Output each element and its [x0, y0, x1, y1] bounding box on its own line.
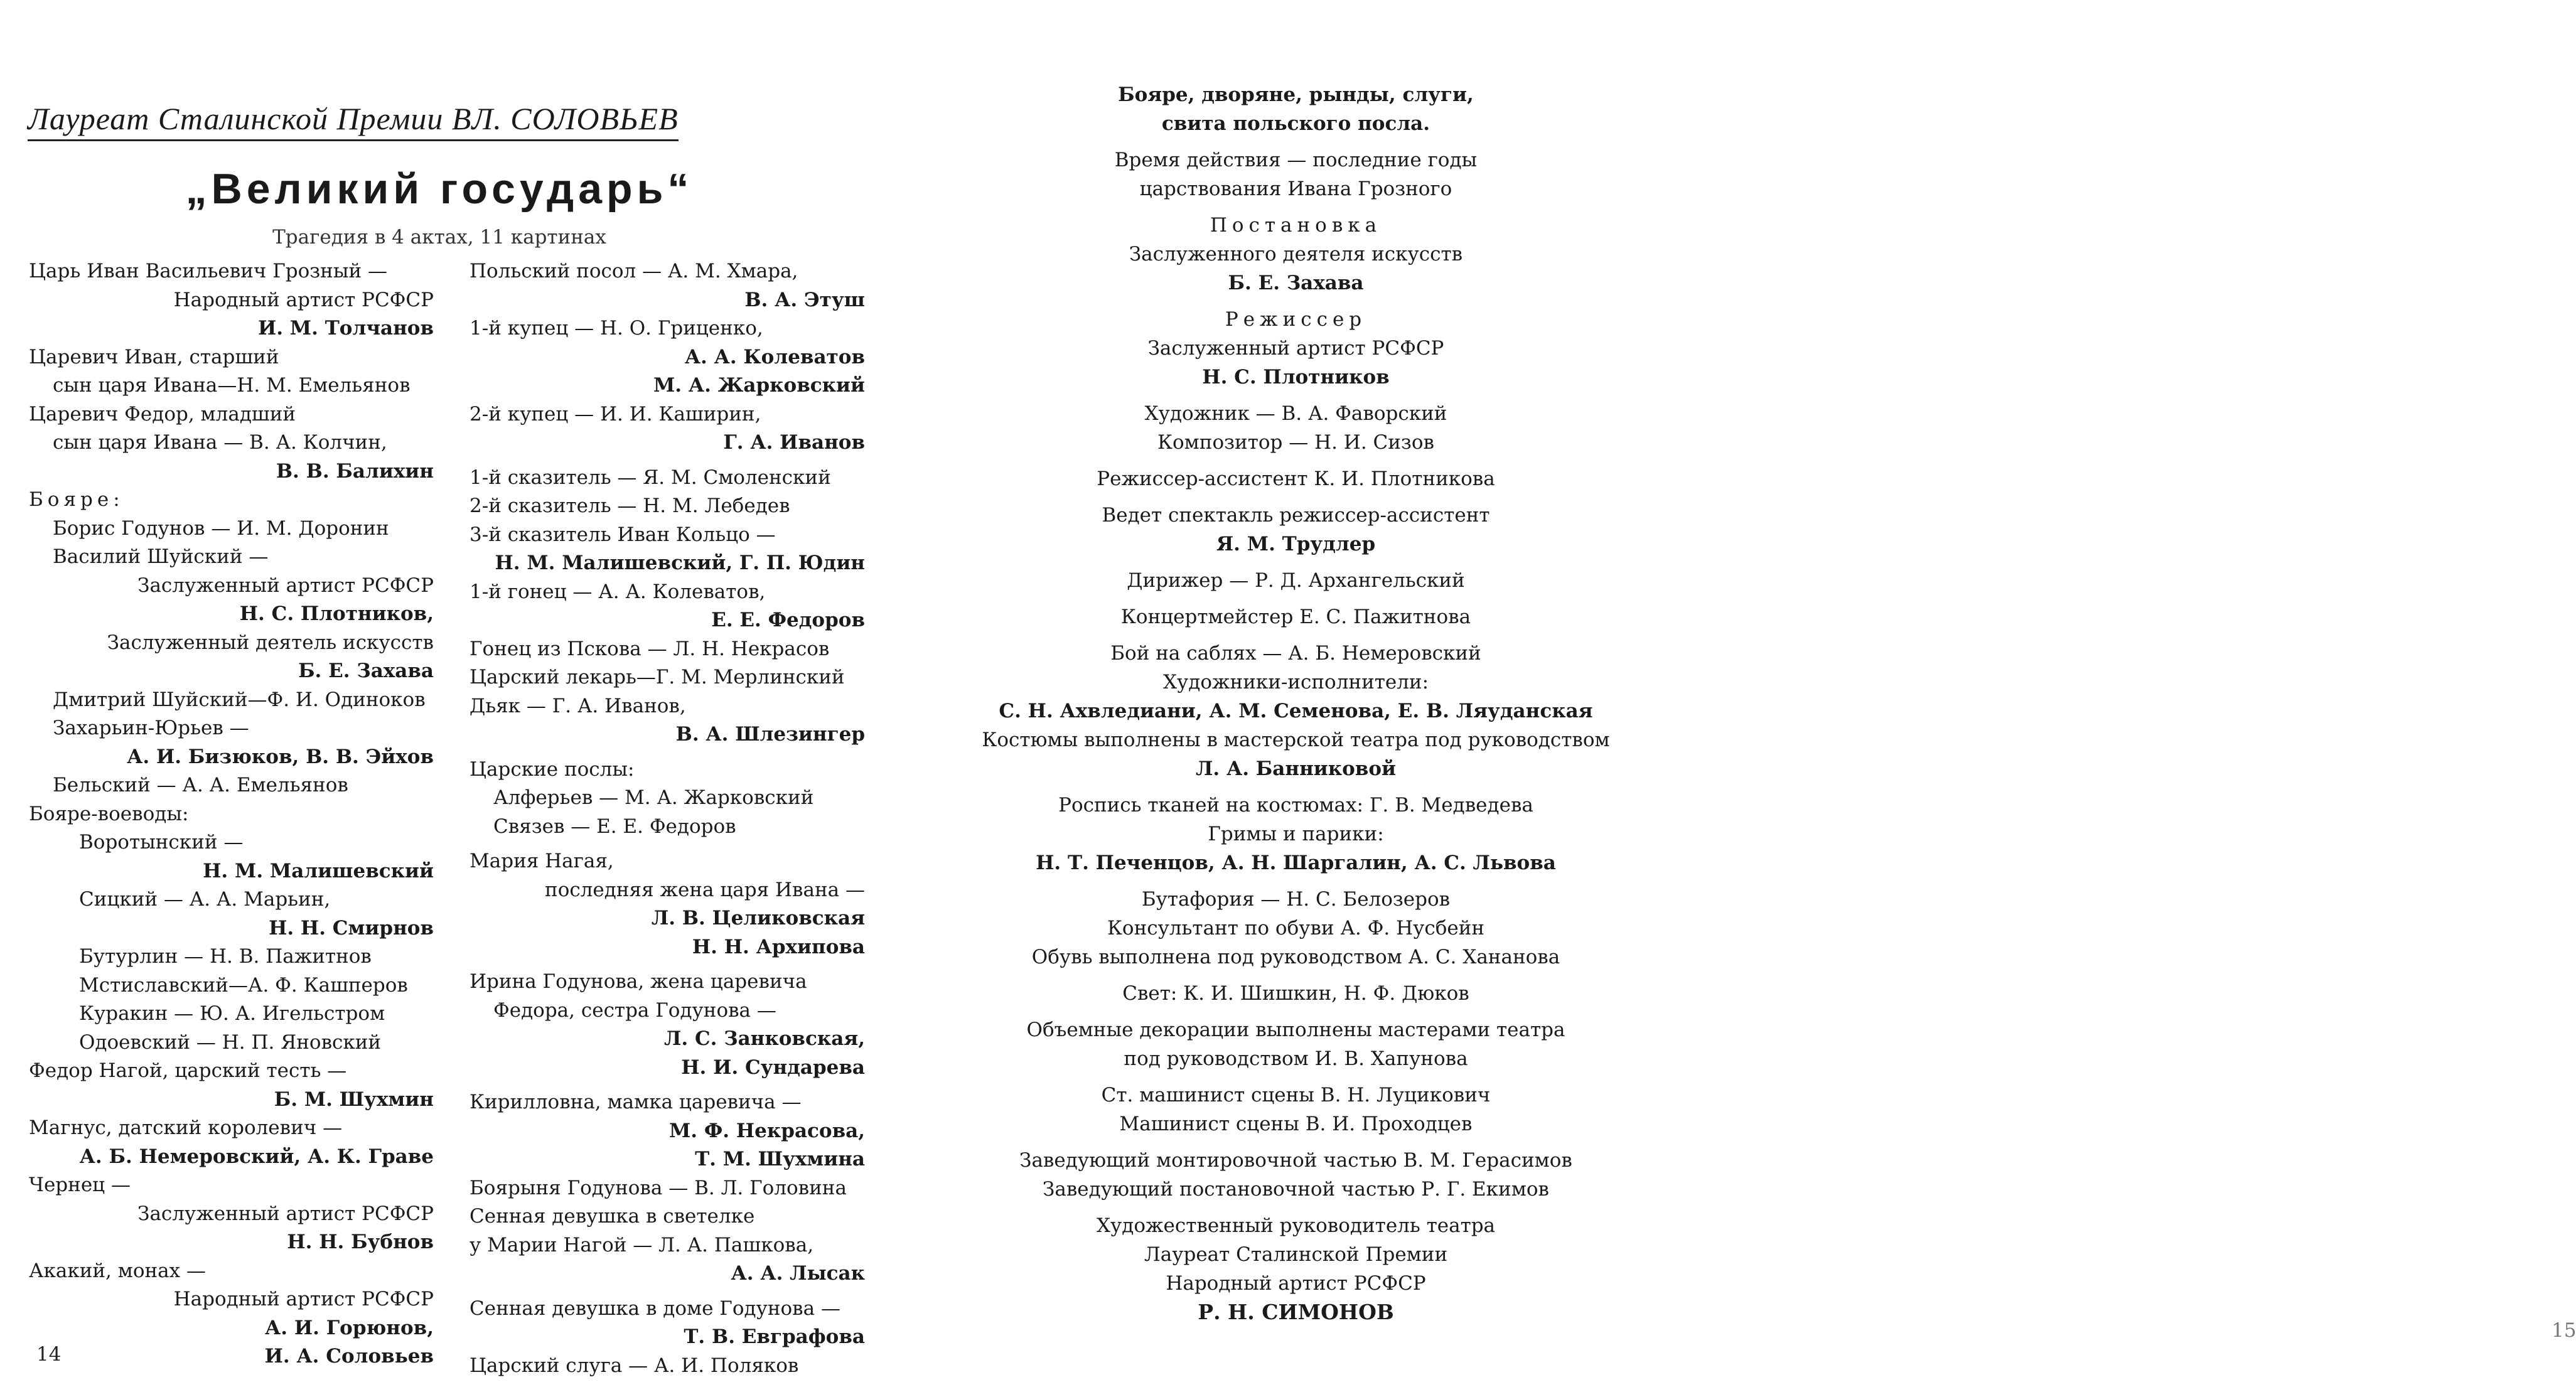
play-subtitle: Трагедия в 4 актах, 11 картинах — [272, 226, 606, 249]
cast-line: Бояре-воеводы: — [29, 802, 189, 825]
credit-line: Композитор — Н. И. Сизов — [1157, 431, 1434, 454]
credit-line: Заслуженного деятеля искусств — [1129, 243, 1463, 265]
cast-line: Л. В. Целиковская — [651, 907, 865, 929]
cast-line: Б. Е. Захава — [298, 660, 434, 682]
credit-line: свита польского посла. — [1161, 112, 1430, 135]
cast-line: Заслуженный артист РСФСР — [137, 1202, 434, 1225]
cast-line: И. А. Соловьев — [264, 1345, 434, 1368]
cast-line: Заслуженный деятель искусств — [107, 631, 434, 654]
cast-line: Мария Нагая, — [470, 850, 614, 872]
credit-line: Обувь выполнена под руководством А. С. Хананова — [1031, 946, 1560, 968]
credit-line: Заслуженный артист РСФСР — [1147, 337, 1444, 360]
cast-line: Акакий, монах — — [29, 1259, 206, 1282]
credit-line: Художники-исполнители: — [1162, 671, 1429, 693]
cast-line: Магнус, датский королевич — — [29, 1116, 343, 1139]
credit-line: Роспись тканей на костюмах: Г. В. Медведева — [1058, 794, 1533, 816]
cast-line: Дмитрий Шуйский—Ф. И. Одиноков — [53, 688, 426, 711]
cast-line: последняя жена царя Ивана — — [545, 878, 865, 901]
cast-line: А. И. Горюнов, — [265, 1316, 434, 1339]
cast-line: Н. М. Малишевский, Г. П. Юдин — [495, 552, 865, 574]
cast-line: 1-й купец — Н. О. Гриценко, — [470, 317, 763, 340]
page-number-left: 14 — [36, 1343, 62, 1366]
page-number-right: 15 — [2552, 1319, 2576, 1342]
credit-line: Бояре, дворяне, рынды, слуги, — [1118, 83, 1474, 106]
credit-line: царствования Ивана Грозного — [1139, 178, 1452, 200]
cast-line: Захарьин-Юрьев — — [53, 717, 249, 739]
cast-line: Н. Н. Бубнов — [287, 1231, 434, 1253]
cast-line: Царевич Иван, старший — [29, 345, 279, 368]
cast-line: Федор Нагой, царский тесть — — [29, 1059, 347, 1082]
credit-line: Объемные декорации выполнены мастерами театра — [1026, 1019, 1565, 1041]
credit-line: Бутафория — Н. С. Белозеров — [1141, 888, 1451, 911]
cast-line: Бутурлин — Н. В. Пажитнов — [79, 945, 372, 968]
cast-line: Заслуженный артист РСФСР — [137, 574, 434, 597]
credit-line: Б. Е. Захава — [1228, 272, 1364, 294]
credit-line: Костюмы выполнены в мастерской театра под руководством — [982, 729, 1610, 751]
cast-line: Гонец из Пскова — Л. Н. Некрасов — [470, 637, 830, 660]
credit-line: Бой на саблях — А. Б. Немеровский — [1110, 642, 1481, 665]
credit-line: Время действия — последние годы — [1114, 149, 1478, 171]
cast-line: Б. М. Шухмин — [274, 1088, 434, 1111]
cast-line: Мстиславский—А. Ф. Кашперов — [79, 973, 408, 997]
cast-line: Н. И. Сундарева — [681, 1056, 865, 1079]
credit-line: Р. Н. СИМОНОВ — [1198, 1300, 1394, 1324]
cast-line: Н. Н. Архипова — [692, 935, 865, 958]
left-page — [0, 0, 879, 1392]
credit-line: Л. А. Банниковой — [1195, 758, 1397, 780]
cast-line: Бояре: — [29, 488, 124, 511]
credit-line: Гримы и парики: — [1208, 823, 1384, 845]
credit-line: Постановка — [1210, 214, 1382, 237]
credit-line: Заведующий монтировочной частью В. М. Герасимов — [1019, 1149, 1572, 1172]
cast-line: Царевич Федор, младший — [29, 402, 296, 426]
credit-line: Режиссер — [1225, 308, 1367, 331]
cast-line: Н. С. Плотников, — [239, 602, 434, 625]
cast-line: Н. Н. Смирнов — [269, 916, 434, 940]
credit-line: Режиссер-ассистент К. И. Плотникова — [1097, 468, 1495, 490]
right-page — [879, 0, 2576, 1392]
cast-line: Боярыня Годунова — В. Л. Головина — [470, 1176, 847, 1199]
credit-line: Консультант по обуви А. Ф. Нусбейн — [1107, 917, 1485, 940]
cast-line: Т. М. Шухмина — [695, 1148, 865, 1170]
cast-line: А. И. Бизюков, В. В. Эйхов — [127, 745, 434, 768]
cast-line: 2-й купец — И. И. Каширин, — [470, 402, 761, 426]
cast-line: Сицкий — А. А. Марьин, — [79, 888, 331, 911]
cast-line: В. В. Балихин — [276, 459, 434, 483]
credit-line: Лауреат Сталинской Премии — [1144, 1243, 1448, 1266]
credit-line: Свет: К. И. Шишкин, Н. Ф. Дюков — [1122, 982, 1469, 1005]
credit-line: Художественный руководитель театра — [1096, 1214, 1496, 1237]
cast-line: у Марии Нагой — Л. А. Пашкова, — [470, 1233, 814, 1256]
credit-line: под руководством И. В. Хапунова — [1124, 1047, 1468, 1070]
cast-line: Г. А. Иванов — [723, 431, 865, 454]
cast-line: Т. В. Евграфова — [684, 1325, 865, 1348]
cast-line: 1-й гонец — А. А. Колеватов, — [470, 580, 766, 603]
cast-line: Ирина Годунова, жена царевича — [470, 970, 807, 993]
cast-line: М. Ф. Некрасова, — [668, 1119, 865, 1142]
cast-line: сын царя Ивана — В. А. Колчин, — [53, 431, 387, 454]
credit-line: С. Н. Ахвледиани, А. М. Семенова, Е. В. Ляуданская — [999, 700, 1593, 722]
cast-line: 3-й сказитель Иван Кольцо — — [470, 523, 776, 546]
cast-line: Бельский — А. А. Емельянов — [53, 774, 348, 796]
cast-line: М. А. Жарковский — [653, 374, 865, 397]
cast-line: Чернец — — [29, 1174, 131, 1196]
credit-line: Н. Т. Печенцов, А. Н. Шаргалин, А. С. Львова — [1036, 852, 1556, 874]
cast-line: Федора, сестра Годунова — — [493, 998, 776, 1022]
cast-line: В. А. Шлезингер — [675, 723, 865, 746]
credit-line: Н. С. Плотников — [1202, 366, 1390, 388]
credit-line: Дирижер — Р. Д. Архангельский — [1127, 569, 1465, 592]
cast-line: Царский лекарь—Г. М. Мерлинский — [470, 666, 845, 688]
cast-line: Сенная девушка в доме Годунова — — [470, 1297, 840, 1320]
cast-line: Воротынский — — [79, 831, 244, 854]
cast-column-1 — [29, 257, 434, 1371]
author-credit: Лауреат Сталинской Премии ВЛ. СОЛОВЬЕВ — [28, 100, 679, 141]
cast-line: Народный артист РСФСР — [173, 1288, 434, 1310]
cast-line: сын царя Ивана—Н. М. Емельянов — [53, 374, 411, 397]
cast-line: Царский слуга — А. И. Поляков — [470, 1354, 799, 1377]
cast-line: А. А. Лысак — [731, 1262, 865, 1285]
cast-line: Борис Годунов — И. М. Доронин — [53, 517, 389, 540]
cast-line: Н. М. Малишевский — [203, 859, 434, 882]
cast-line: 2-й сказитель — Н. М. Лебедев — [470, 495, 790, 517]
cast-line: А. А. Колеватов — [684, 345, 865, 368]
credit-line: Художник — В. А. Фаворский — [1144, 402, 1447, 425]
cast-line: Л. С. Занковская, — [663, 1027, 865, 1050]
cast-line: Царь Иван Васильевич Грозный — — [29, 260, 388, 282]
cast-line: Дьяк — Г. А. Иванов, — [470, 694, 686, 717]
cast-line: Сенная девушка в светелке — [470, 1205, 755, 1228]
play-title: „Великий государь“ — [185, 165, 694, 213]
cast-line: 1-й сказитель — Я. М. Смоленский — [470, 466, 831, 489]
cast-line: Кирилловна, мамка царевича — — [470, 1091, 802, 1113]
cast-line: Алферьев — М. А. Жарковский — [493, 786, 814, 809]
cast-line: Связев — Е. Е. Федоров — [493, 815, 736, 838]
credit-line: Народный артист РСФСР — [1166, 1272, 1426, 1295]
production-credits — [879, 80, 1713, 1327]
cast-line: Е. Е. Федоров — [711, 609, 865, 631]
credit-line: Я. М. Трудлер — [1216, 533, 1376, 555]
credit-line: Ст. машинист сцены В. Н. Луцикович — [1101, 1084, 1491, 1106]
cast-line: Народный артист РСФСР — [173, 288, 434, 311]
cast-line: А. Б. Немеровский, А. К. Граве — [79, 1145, 434, 1168]
cast-line: Одоевский — Н. П. Яновский — [79, 1031, 382, 1054]
cast-line: Василий Шуйский — — [53, 545, 269, 568]
cast-line: В. А. Этуш — [744, 288, 865, 311]
cast-line: Польский посол — А. М. Хмара, — [470, 260, 798, 282]
credit-line: Ведет спектакль режиссер-ассистент — [1102, 504, 1490, 527]
credit-line: Машинист сцены В. И. Проходцев — [1119, 1113, 1473, 1135]
credit-line: Концертмейстер Е. С. Пажитнова — [1120, 606, 1471, 628]
cast-column-2 — [470, 257, 865, 1380]
credit-line: Заведующий постановочной частью Р. Г. Екимов — [1043, 1178, 1549, 1201]
cast-line: И. М. Толчанов — [257, 317, 434, 340]
cast-line: Куракин — Ю. А. Игельстром — [79, 1002, 385, 1025]
cast-line: Царские послы: — [470, 758, 635, 781]
